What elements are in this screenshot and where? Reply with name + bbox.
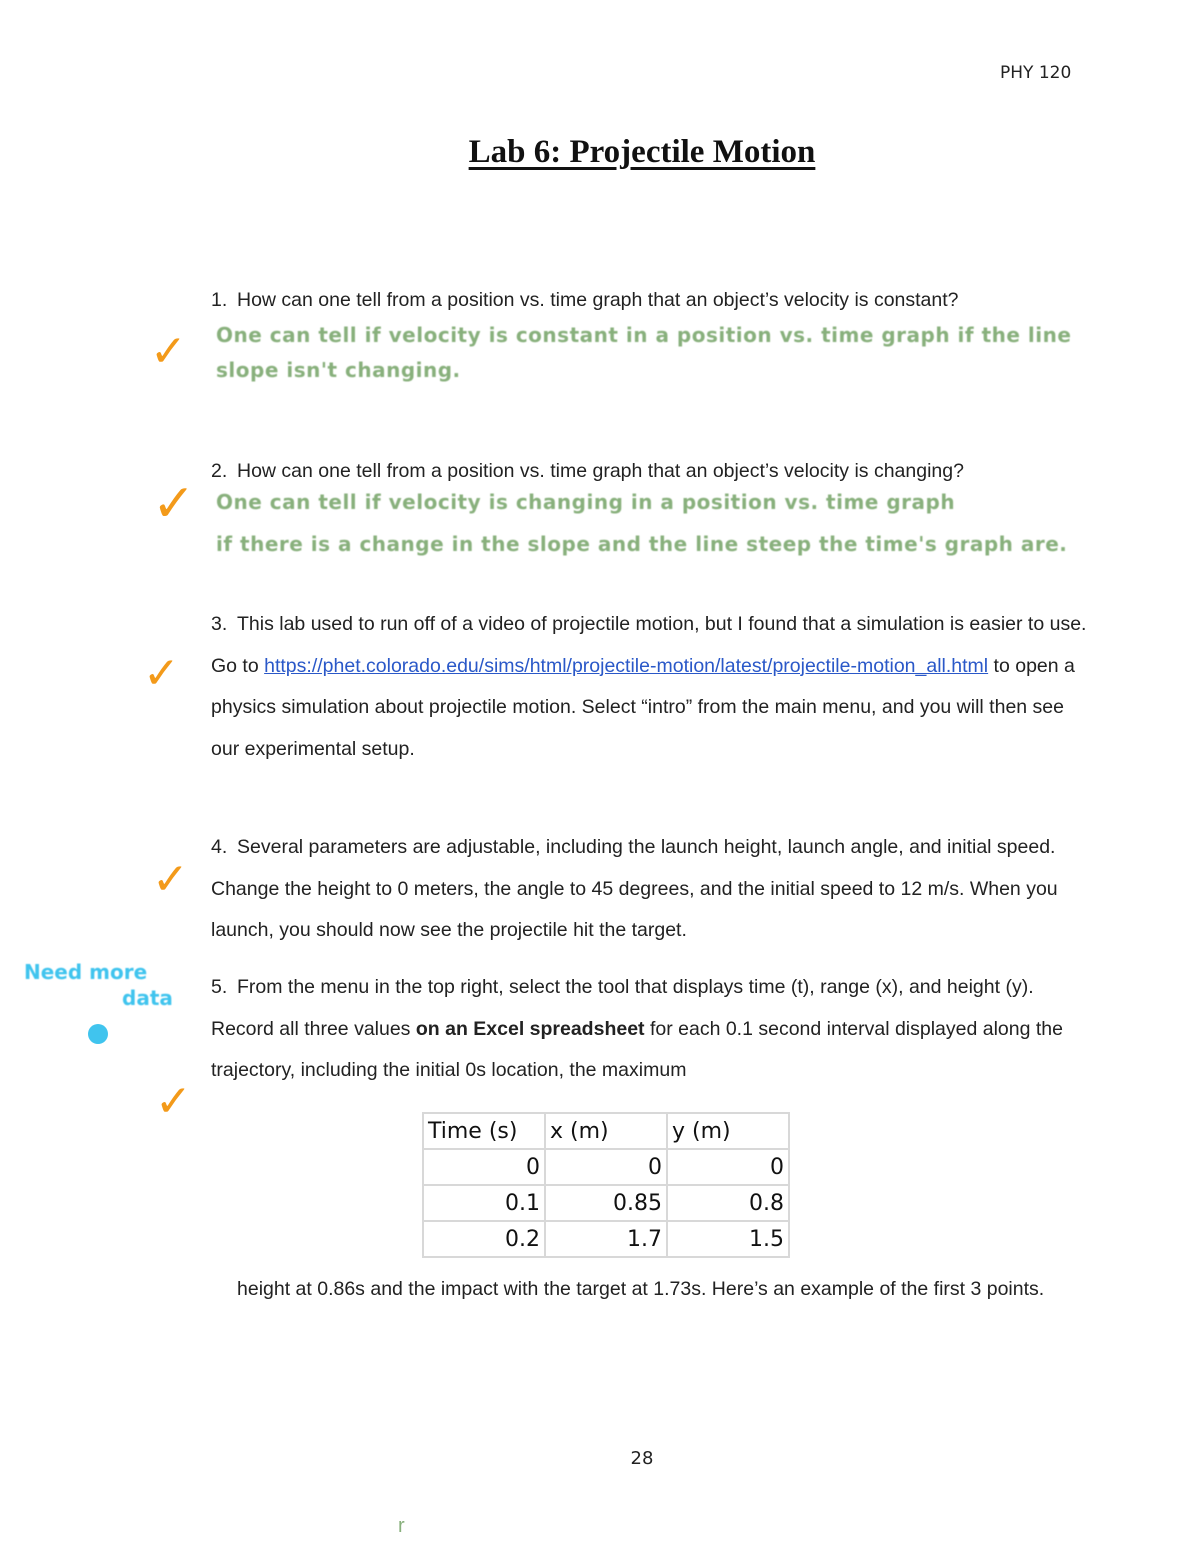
data-table <box>422 1112 790 1258</box>
handwritten-answer-1-line-2: slope isn't changing. <box>216 358 461 382</box>
table-header: y (m) <box>667 1113 789 1149</box>
table-cell: 0 <box>423 1149 545 1185</box>
question-text: This lab used to run off of a video of projectile motion, but I found that a simulation is easier to use. Go to <box>211 613 1087 677</box>
check-mark-icon: ✓ <box>150 326 187 377</box>
table-cell: 1.7 <box>545 1221 667 1257</box>
table-header: x (m) <box>545 1113 667 1149</box>
question-number: 1. <box>211 289 228 311</box>
note-dot <box>88 1024 108 1044</box>
question-text: for each 0.1 second interval displayed along the trajectory, including the initial 0s location, the maximum <box>211 1017 1063 1081</box>
table-header-row <box>423 1113 789 1149</box>
handwritten-answer-2-line-2: if there is a change in the slope and the line steep the time's graph are. <box>216 532 1068 556</box>
table-cell: 0.1 <box>423 1185 545 1221</box>
question-number: 3. <box>211 613 228 635</box>
question-2 <box>211 451 1091 493</box>
question-number: 2. <box>211 460 228 482</box>
question-text: How can one tell from a position vs. time graph that an object’s velocity is changing? <box>237 460 964 482</box>
handwritten-answer-1-line-1: One can tell if velocity is constant in a position vs. time graph if the line <box>216 323 1072 347</box>
question-text: height at 0.86s and the impact with the target at 1.73s. Here’s an example of the first 3 points. <box>237 1278 1045 1300</box>
page-title: Lab 6: Projectile Motion <box>468 134 816 170</box>
check-mark-icon: ✓ <box>143 648 180 699</box>
question-number: 5. <box>211 976 228 998</box>
course-code: PHY 120 <box>1000 63 1072 83</box>
question-text: Several parameters are adjustable, including the launch height, launch angle, and initial speed. Change the height to 0 meters, the angle to 45 degrees, and the initial speed to 12 m/s. When you launch, you should now see the projectile hit the target. <box>211 836 1058 941</box>
question-5-continuation <box>211 1269 1091 1311</box>
table-cell: 1.5 <box>667 1221 789 1257</box>
table-cell: 0.85 <box>545 1185 667 1221</box>
handwritten-note-line-1: Need more <box>24 960 148 984</box>
table-cell: 0 <box>545 1149 667 1185</box>
table-cell: 0 <box>667 1149 789 1185</box>
table-cell: 0.2 <box>423 1221 545 1257</box>
table-row <box>423 1149 789 1185</box>
check-mark-icon: ✓ <box>152 854 189 905</box>
page-number: 28 <box>630 1448 654 1469</box>
handwritten-answer-2-line-1: One can tell if velocity is changing in a position vs. time graph <box>216 490 956 514</box>
stray-pen-mark: r <box>398 1515 405 1537</box>
check-mark-icon: ✓ <box>155 1076 192 1127</box>
simulation-link[interactable]: https://phet.colorado.edu/sims/html/projectile-motion/latest/projectile-motion_all.html <box>264 654 989 677</box>
table-header: Time (s) <box>423 1113 545 1149</box>
question-bold-text: on an Excel spreadsheet <box>415 1017 645 1040</box>
check-mark-icon: ✓ <box>152 474 196 534</box>
table-cell: 0.8 <box>667 1185 789 1221</box>
table-row <box>423 1185 789 1221</box>
handwritten-note-line-2: data <box>122 986 173 1010</box>
question-text: to open a physics simulation about projectile motion. Select “intro” from the main menu, and you will then see our experimental setup. <box>211 654 1075 760</box>
question-5 <box>211 967 1091 1092</box>
question-text: From the menu in the top right, select the tool that displays time (t), range (x), and height (y). Record all three values <box>211 976 1034 1040</box>
question-3 <box>211 604 1091 770</box>
question-number: 4. <box>211 836 228 858</box>
question-4 <box>211 827 1091 952</box>
table-row <box>423 1221 789 1257</box>
question-text: How can one tell from a position vs. time graph that an object’s velocity is constant? <box>237 289 959 311</box>
question-1 <box>211 280 1091 322</box>
